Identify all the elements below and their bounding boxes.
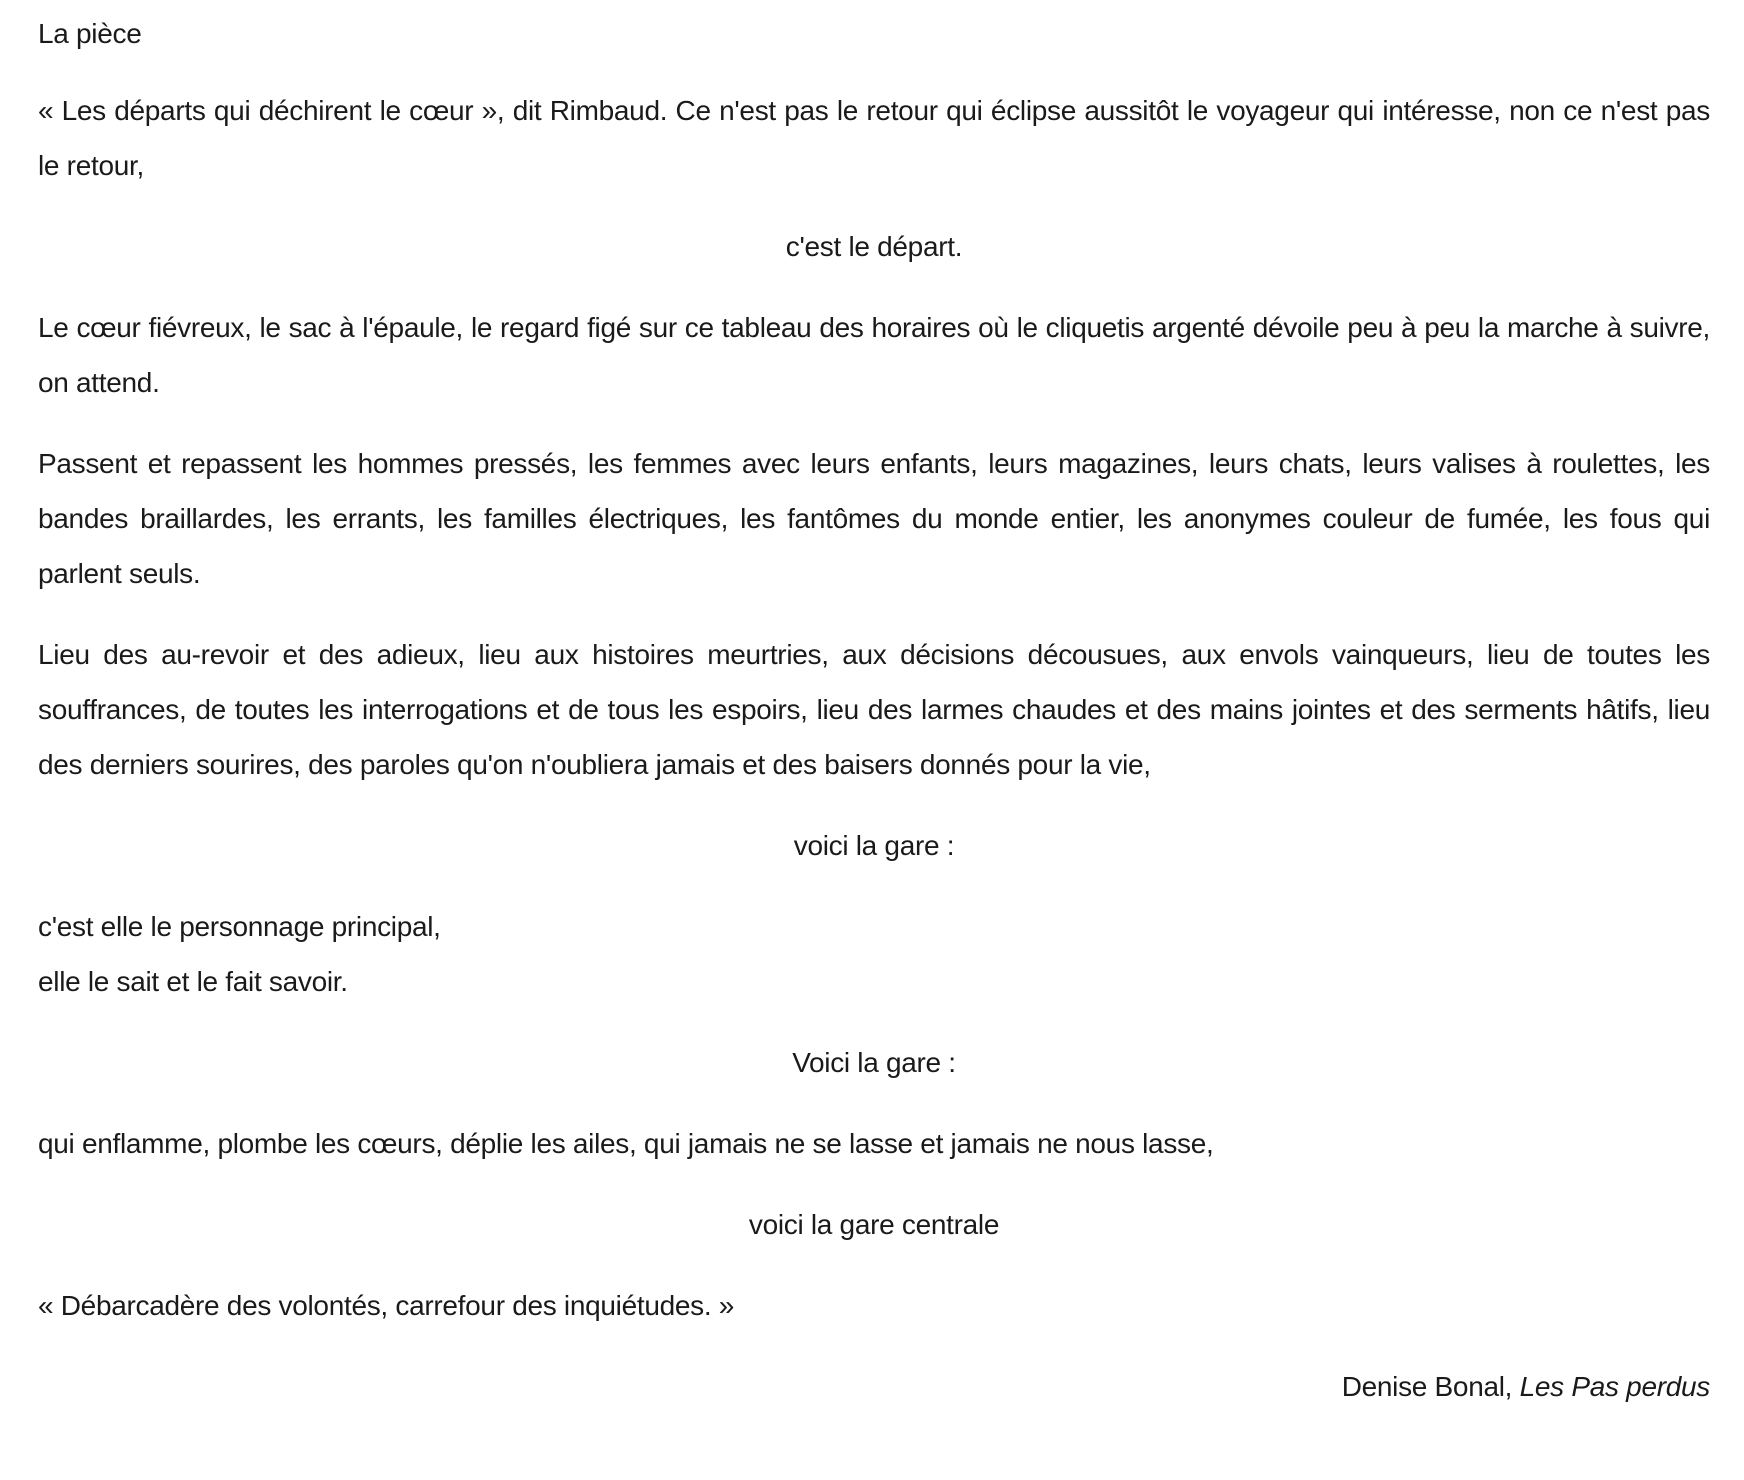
attribution-work-title: Les Pas perdus	[1519, 1371, 1710, 1402]
verse-line-1: c'est elle le personnage principal,	[38, 911, 441, 942]
paragraph-personnage-principal	[38, 899, 1710, 1009]
document-page	[38, 6, 1710, 1414]
attribution	[38, 1359, 1710, 1414]
paragraph-coeur-fievreux: Le cœur fiévreux, le sac à l'épaule, le regard figé sur ce tableau des horaires où le cliquetis argenté dévoile peu à peu la marche à suivre, on attend.	[38, 312, 1710, 398]
page-title: La pièce	[38, 18, 142, 49]
paragraph-qui-enflamme: qui enflamme, plombe les cœurs, déplie les ailes, qui jamais ne se lasse et jamais ne nous lasse,	[38, 1128, 1214, 1159]
centered-line-depart: c'est le départ.	[785, 231, 963, 262]
centered-line-voici-la-gare-1: voici la gare :	[793, 830, 955, 861]
verse-line-2: elle le sait et le fait savoir.	[38, 966, 348, 997]
attribution-author: Denise Bonal,	[1341, 1371, 1520, 1402]
paragraph-rimbaud-quote: « Les départs qui déchirent le cœur », dit Rimbaud. Ce n'est pas le retour qui éclipse aussitôt le voyageur qui intéresse, non ce n'est pas le retour,	[38, 95, 1710, 181]
paragraph-lieu-des-au-revoir: Lieu des au-revoir et des adieux, lieu aux histoires meurtries, aux décisions décousues, aux envols vainqueurs, lieu de toutes les souffrances, de toutes les interrogations et de tous les espoirs, lieu des larmes chaudes et des mains jointes et des serments hâtifs, lieu des derniers sourires, des paroles qu'on n'oubliera jamais et des baisers donnés pour la vie,	[38, 639, 1710, 780]
paragraph-passent-repassent: Passent et repassent les hommes pressés, les femmes avec leurs enfants, leurs magazines, leurs chats, leurs valises à roulettes, les bandes braillardes, les errants, les familles électriques, les fantômes du monde entier, les anonymes couleur de fumée, les fous qui parlent seuls.	[38, 448, 1710, 589]
centered-line-voici-la-gare-2: Voici la gare :	[792, 1047, 956, 1078]
paragraph-debarcadere-quote: « Débarcadère des volontés, carrefour des inquiétudes. »	[38, 1290, 735, 1321]
centered-line-gare-centrale: voici la gare centrale	[748, 1209, 1000, 1240]
